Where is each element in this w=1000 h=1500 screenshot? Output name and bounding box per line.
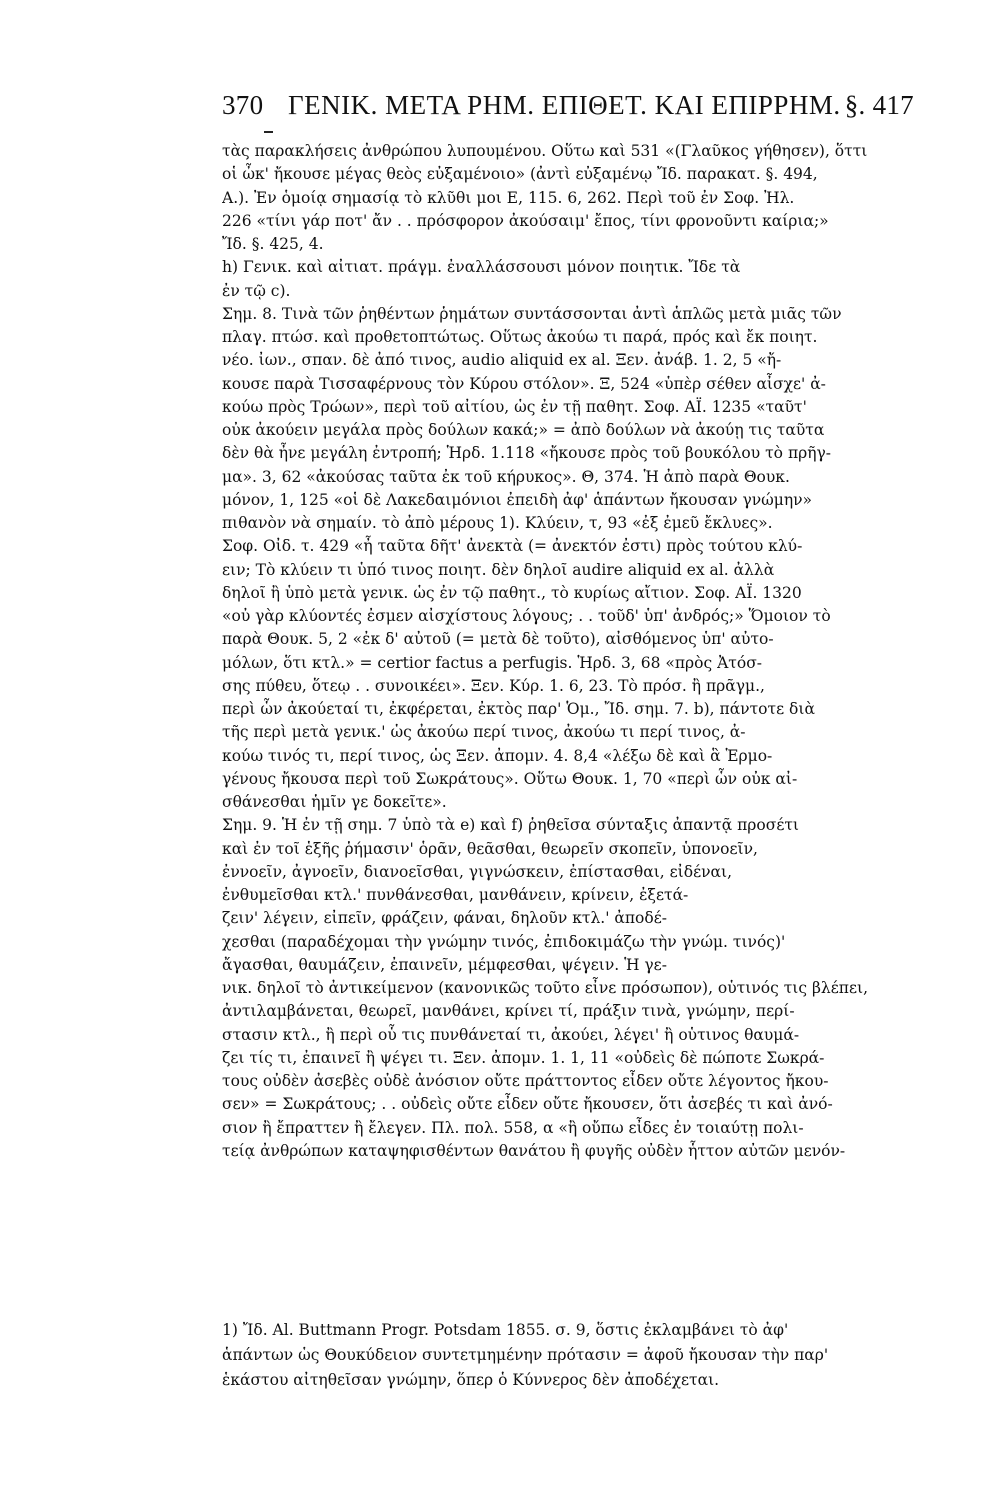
text-line: μόνον, 1, 125 «οἱ δὲ Λακεδαιμόνιοι ἐπειδὴ ἀφ' ἁπάντων ἤκουσαν γνώμην» <box>222 490 813 509</box>
text-line: 226 «τίνι γάρ ποτ' ἄν . . πρόσφορον ἀκούσαιμ' ἔπος, τίνι φρονοῦντι καίρια;» <box>222 211 829 230</box>
text-line: «οὐ γὰρ κλύοντές ἐσμεν αἰσχίστους λόγους; . . τοῦδ' ὑπ' ἀνδρός;» Ὅμοιον τὸ <box>222 607 831 625</box>
text-line: τείᾳ ἀνθρώπων καταψηφισθέντων θανάτου ἢ φυγῆς οὐδὲν ἧττον αὐτῶν μενόν- <box>222 1141 846 1160</box>
text-line: ἐν τῷ c). <box>222 281 291 300</box>
text-line: Σοφ. Οἰδ. τ. 429 «ἦ ταῦτα δῆτ' ἀνεκτὰ (= ἀνεκτόν ἐστι) πρὸς τούτου κλύ- <box>222 537 803 556</box>
text-line: Σημ. 9. Ἡ ἐν τῇ σημ. 7 ὑπὸ τὰ e) καὶ f) ῥηθεῖσα σύνταξις ἀπαντᾷ προσέτι <box>222 816 799 835</box>
text-line: ἀντιλαμβάνεται, θεωρεῖ, μανθάνει, κρίνει τί, πράξιν τινὰ, γνώμην, περί- <box>222 1002 795 1021</box>
footnote-separator <box>222 1300 382 1301</box>
text-line: τους οὐδὲν ἀσεβὲς οὐδὲ ἀνόσιον οὔτε πράττοντος εἶδεν οὔτε λέγοντος ἤκου- <box>222 1072 829 1090</box>
page-number: 370 <box>222 90 264 120</box>
text-line: καὶ ἐν τοῖ ἑξῆς ῥήμασιν' ὁρᾶν, θεᾶσθαι, θεωρεῖν σκοπεῖν, ὑπονοεῖν, <box>222 839 758 858</box>
text-line: τῆς περὶ μετὰ γενικ.' ὡς ἀκούω περί τινος, ἀκούω τι περί τινος, ἀ- <box>222 723 746 742</box>
text-line: ζει τίς τι, ἐπαινεῖ ἢ ψέγει τι. Ξεν. ἀπομν. 1. 1, 11 «οὐδεὶς δὲ πώποτε Σωκρά- <box>222 1048 825 1067</box>
footnote <box>222 1318 914 1393</box>
text-line: h) Γενικ. καὶ αἰτιατ. πράγμ. ἐναλλάσσουσι μόνον ποιητικ. Ἴδε τὰ <box>222 258 741 277</box>
text-line: νικ. δηλοῖ τὸ ἀντικείμενον (κανονικῶς τοῦτο εἶνε πρόσωπον), οὑτινός τις βλέπει, <box>222 979 868 997</box>
text-line: μα». 3, 62 «ἀκούσας ταῦτα ἐκ τοῦ κήρυκος». Θ, 374. Ἡ ἀπὸ παρὰ Θουκ. <box>222 467 790 486</box>
text-line: δὲν θὰ ἦνε μεγάλη ἐντροπή; Ἡρδ. 1.118 «ἤκουσε πρὸς τοῦ βουκόλου τὸ πρῆγ- <box>222 444 832 463</box>
text-line: δηλοῖ ἢ ὑπὸ μετὰ γενικ. ὡς ἐν τῷ παθητ., τὸ κυρίως αἴτιον. Σοφ. ΑΪ. 1320 <box>222 583 802 602</box>
text-line: ἐνθυμεῖσθαι κτλ.' πυνθάνεσθαι, μανθάνειν, κρίνειν, ἐξετά- <box>222 886 689 904</box>
text-line: Α.). Ἐν ὁμοίᾳ σημασίᾳ τὸ κλῦθι μοι Ε, 115. 6, 262. Περὶ τοῦ ἐν Σοφ. Ἠλ. <box>222 188 795 207</box>
text-line: παρὰ Θουκ. 5, 2 «ἐκ δ' αὐτοῦ (= μετὰ δὲ τοῦτο), αἰσθόμενος ὑπ' αὐτο- <box>222 630 774 649</box>
footnote-line: ἁπάντων ὡς Θουκύδειον συντετμημένην πρότασιν = ἀφοῦ ἤκουσαν τὴν παρ' <box>222 1346 829 1364</box>
header-title: ΓΕΝΙΚ. ΜΕΤΑ ΡΗΜ. ΕΠΙΘΕΤ. ΚΑΙ ΕΠΙΡΡΗΜ. <box>288 90 841 120</box>
text-line: ζειν' λέγειν, εἰπεῖν, φράζειν, φάναι, δηλοῦν κτλ.' ἀποδέ- <box>222 909 667 928</box>
running-header <box>222 90 914 134</box>
text-line: σιον ἢ ἔπραττεν ἢ ἔλεγεν. Πλ. πολ. 558, α «ἢ οὔπω εἶδες ἐν τοιαύτῃ πολι- <box>222 1118 804 1137</box>
text-line: κούω τινός τι, περί τινος, ὡς Ξεν. ἀπομν. 4. 8,4 «λέξω δὲ καὶ ἃ Ἑρμο- <box>222 746 773 765</box>
text-line: κουσε παρὰ Τισσαφέρνους τὸν Κύρου στόλον». Ξ, 524 «ὑπὲρ σέθεν αἶσχε' ἀ- <box>222 374 826 393</box>
text-line: χεσθαι (παραδέχομαι τὴν γνώμην τινός, ἐπιδοκιμάζω τὴν γνώμ. τινός)' <box>222 932 786 951</box>
text-line: πλαγ. πτώσ. καὶ προθετοπτώτως. Οὕτως ἀκούω τι παρά, πρός καὶ ἔκ ποιητ. <box>222 328 818 346</box>
main-text <box>222 140 914 1163</box>
section-number: §. 417 <box>844 90 914 120</box>
text-line: σθάνεσθαι ἡμῖν γε δοκεῖτε». <box>222 793 447 811</box>
text-line: περὶ ὧν ἀκούεταί τι, ἐκφέρεται, ἐκτὸς παρ' Ὁμ., Ἴδ. σημ. 7. b), πάντοτε διὰ <box>222 700 815 718</box>
text-line: γένους ἤκουσα περὶ τοῦ Σωκράτους». Οὕτω Θουκ. 1, 70 «περὶ ὧν οὐκ αἰ- <box>222 769 798 788</box>
text-line: σης πύθευ, ὅτεῳ . . συνοικέει». Ξεν. Κύρ. 1. 6, 23. Τὸ πρόσ. ἢ πρᾶγμ., <box>222 676 765 695</box>
text-line: σεν» = Σωκράτους; . . οὐδεὶς οὔτε εἶδεν οὔτε ἤκουσεν, ὅτι ἀσεβές τι καὶ ἀνό- <box>222 1095 833 1114</box>
footnote-line: ἑκάστου αἰτηθεῖσαν γνώμην, ὅπερ ὁ Κύννερος δὲν ἀποδέχεται. <box>222 1371 720 1389</box>
text-line: ειν; Τὸ κλύειν τι ὑπό τινος ποιητ. δὲν δηλοῖ audire aliquid ex al. ἀλλὰ <box>222 560 775 579</box>
text-line: πιθανὸν νὰ σημαίν. τὸ ἀπὸ μέρους 1). Κλύειν, τ, 93 «ἐξ ἐμεῦ ἔκλυες». <box>222 514 773 532</box>
text-line: κούω πρὸς Τρώων», περὶ τοῦ αἰτίου, ὡς ἐν τῇ παθητ. Σοφ. ΑΪ. 1235 «ταῦτ' <box>222 397 807 416</box>
text-line: Σημ. 8. Τινὰ τῶν ῥηθέντων ῥημάτων συντάσσονται ἀντὶ ἁπλῶς μετὰ μιᾶς τῶν <box>222 304 842 323</box>
text-line: ἄγασθαι, θαυμάζειν, ἐπαινεῖν, μέμφεσθαι, ψέγειν. Ἡ γε- <box>222 955 667 974</box>
text-line: οἱ ὦκ' ἤκουσε μέγας θεὸς εὐξαμένοιο» (ἀντὶ εὐξαμένῳ Ἴδ. παρακατ. §. 494, <box>222 165 818 184</box>
text-line: μόλων, ὅτι κτλ.» = certior factus a perfugis. Ἡρδ. 3, 68 «πρὸς Ἀτόσ- <box>222 653 763 672</box>
text-line: Ἴδ. §. 425, 4. <box>222 235 324 253</box>
text-line: τὰς παρακλήσεις ἀνθρώπου λυπουμένου. Οὕτω καὶ 531 «(Γλαῦκος γήθησεν), ὅττι <box>222 142 868 160</box>
text-line: στασιν κτλ., ἢ περὶ οὗ τις πυνθάνεταί τι, ἀκούει, λέγει' ἢ οὑτινος θαυμά- <box>222 1025 800 1044</box>
text-line: νέο. ἰων., σπαν. δὲ ἀπό τινος, audio aliquid ex al. Ξεν. ἀνάβ. 1. 2, 5 «ἤ- <box>222 351 782 370</box>
text-line: οὐκ ἀκούειν μεγάλα πρὸς δούλων κακά;» = ἀπὸ δούλων νὰ ἀκούῃ τις ταῦτα <box>222 421 825 439</box>
footnote-line: 1) Ἴδ. Al. Buttmann Progr. Potsdam 1855. σ. 9, ὅστις ἐκλαμβάνει τὸ ἀφ' <box>222 1321 789 1339</box>
header-mark <box>264 131 273 133</box>
text-line: ἐννοεῖν, ἀγνοεῖν, διανοεῖσθαι, γιγνώσκειν, ἐπίστασθαι, εἰδέναι, <box>222 862 732 881</box>
